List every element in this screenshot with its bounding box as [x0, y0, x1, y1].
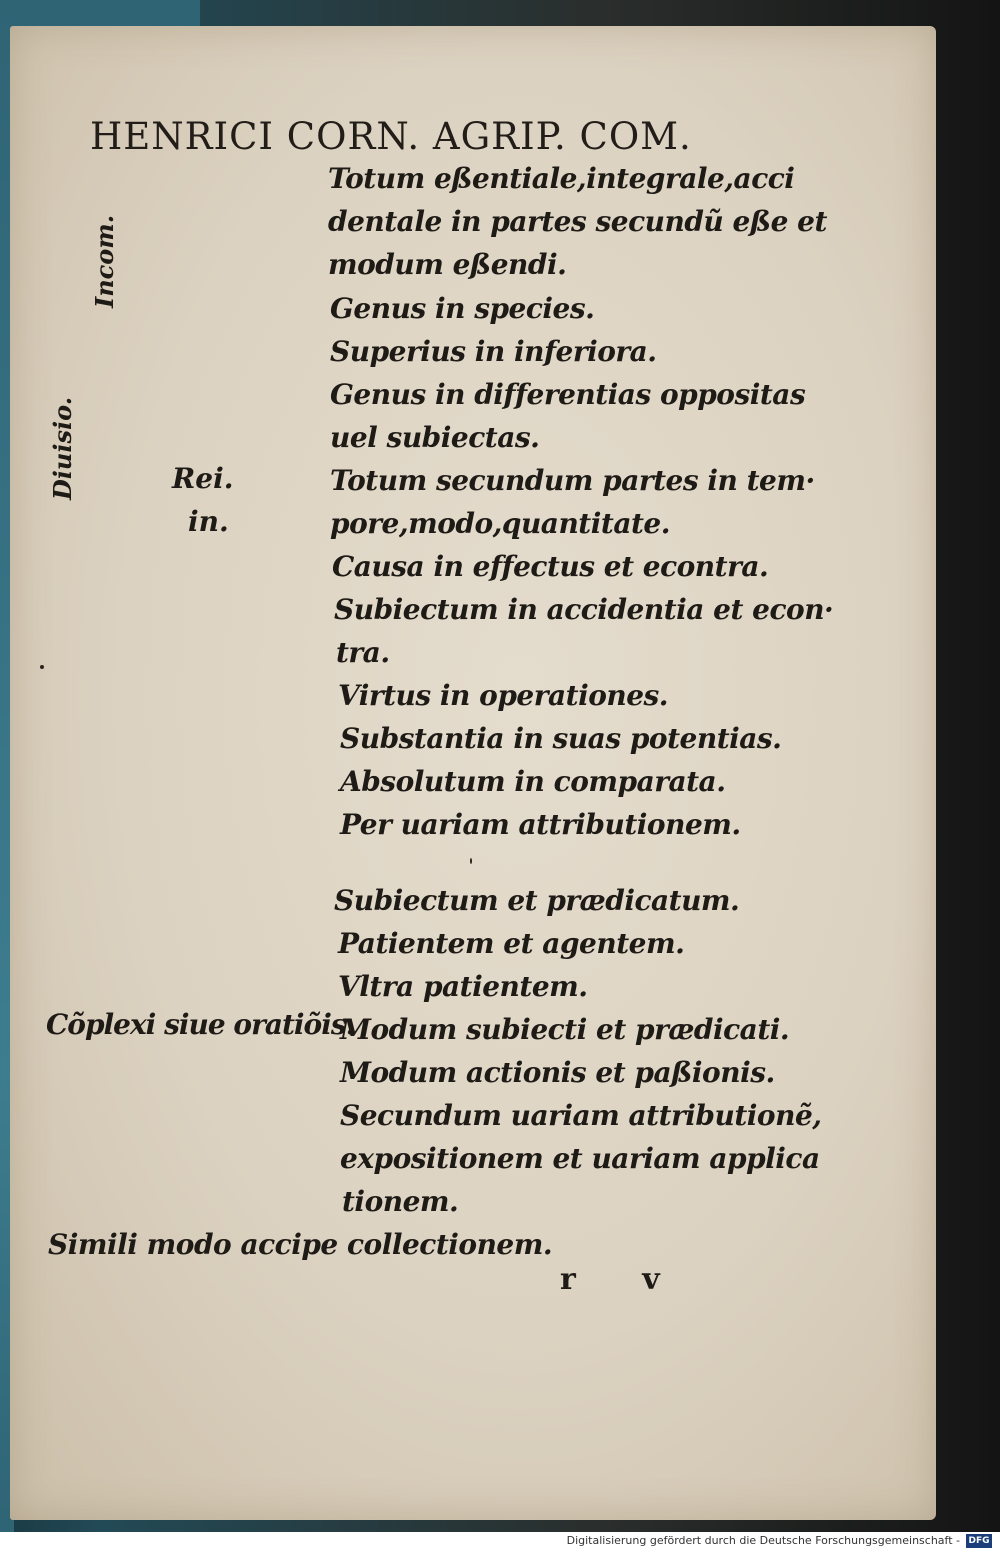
text-line: Subiectum in accidentia et econ·	[334, 593, 834, 626]
text-line: Subiectum et prædicatum.	[334, 884, 740, 917]
text-line: Per uariam attributionem.	[340, 808, 741, 841]
signature-mark: r v	[560, 1262, 688, 1297]
text-line: Absolutum in comparata.	[340, 765, 726, 798]
margin-label-incom: Incom.	[90, 214, 119, 308]
footer-credit: Digitalisierung gefördert durch die Deutsche Forschungsgemeinschaft -	[566, 1534, 960, 1547]
dfg-logo-icon: DFG	[966, 1534, 992, 1548]
text-line: pore,modo,quantitate.	[330, 507, 670, 540]
text-line: tra.	[336, 636, 390, 669]
text-line: expositionem et uariam applica	[340, 1142, 820, 1175]
text-line: Totum eßentiale,integrale,acci	[328, 162, 795, 195]
text-line: Patientem et agentem.	[338, 927, 685, 960]
text-line: Totum secundum partes in tem·	[330, 464, 815, 497]
closing-line: Simili modo accipe collectionem.	[48, 1228, 553, 1261]
text-line: dentale in partes secundũ eße et	[328, 205, 827, 238]
text-line: tionem.	[342, 1185, 459, 1218]
text-line: Genus in species.	[330, 292, 595, 325]
text-line: Modum actionis et paßionis.	[340, 1056, 775, 1089]
margin-label-in: in.	[188, 505, 229, 538]
running-head: HENRICI CORN. AGRIP. COM.	[90, 115, 692, 158]
text-line: Virtus in operationes.	[338, 679, 669, 712]
text-line: Genus in differentias oppositas	[330, 378, 806, 411]
text-line: uel subiectas.	[330, 421, 540, 454]
text-line: modum eßendi.	[328, 248, 567, 281]
text-line: Substantia in suas potentias.	[340, 722, 782, 755]
ink-speck	[470, 858, 472, 864]
text-line: Causa in effectus et econtra.	[332, 550, 769, 583]
margin-label-rei: Rei.	[172, 462, 234, 495]
ink-speck	[40, 665, 44, 669]
text-line: Vltra patientem.	[338, 970, 588, 1003]
text-line: Superius in inferiora.	[330, 335, 657, 368]
margin-label-complexi: Cõplexi siue oratiõis.	[46, 1008, 355, 1041]
text-line: Secundum uariam attributionẽ,	[340, 1099, 822, 1132]
margin-label-divisio: Diuisio.	[48, 396, 77, 500]
text-line: Modum subiecti et prædicati.	[340, 1013, 790, 1046]
